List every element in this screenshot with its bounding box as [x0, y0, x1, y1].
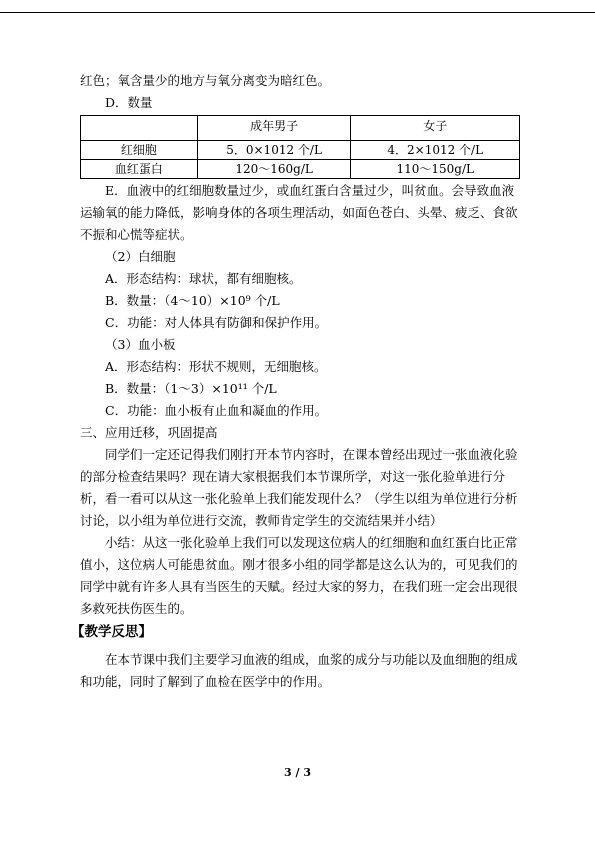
paragraph-platelet-structure: A．形态结构：形状不规则，无细胞核。 — [105, 359, 327, 374]
table-header-row — [81, 116, 520, 141]
paragraph-platelet-quantity: B．数量：（1～3）×10¹¹ 个/L — [105, 381, 277, 396]
table-cell: 血红蛋白 — [81, 160, 198, 179]
heading-teaching-reflection: 【教学反思】 — [71, 624, 152, 640]
paragraph-reflection-body: 在本节课中我们主要学习血液的组成，血浆的成分与功能以及血细胞的组成和功能，同时了解到了血检在医学中的作用。 — [80, 652, 518, 689]
paragraph-red-color: 红色；氧含量少的地方与氧分离变为暗红色。 — [80, 73, 331, 88]
header-rule — [0, 12, 595, 13]
table-cell: 120～160g/L — [197, 160, 351, 179]
table-cell: 4．2×1012 个/L — [351, 141, 520, 160]
table-header-cell: 女子 — [351, 116, 520, 141]
table-cell: 红细胞 — [81, 141, 198, 160]
table-header-cell — [81, 116, 198, 141]
blood-count-table — [80, 115, 520, 179]
paragraph-platelet-function: C．功能：血小板有止血和凝血的作用。 — [105, 403, 328, 418]
paragraph-wbc-structure: A．形态结构：球状，都有细胞核。 — [105, 271, 302, 286]
paragraph-wbc-quantity: B．数量：（4～10）×10⁹ 个/L — [105, 293, 280, 308]
paragraph-e-anemia: E．血液中的红细胞数量过少，或血红蛋白含量过少，叫贫血。会导致血液运输氧的能力降低，影响身体的各项生理活动，如面色苍白、头晕、疲乏、食欲不振和心慌等症状。 — [80, 183, 518, 242]
paragraph-section-three-body: 同学们一定还记得我们刚打开本节内容时，在课本曾经出现过一张血液化验的部分检查结果吗？现在请大家根据我们本节课所学，对这一张化验单进行分析，看一看可以从这一张化验单上我们能发现什么？（学生以组为单位进行分析讨论，以小组为单位进行交流，教师肯定学生的交流结果并小结） — [80, 447, 518, 528]
paragraph-wbc-function: C．功能：对人体具有防御和保护作用。 — [105, 315, 328, 330]
heading-white-blood-cell: （2）白细胞 — [105, 249, 176, 264]
table-cell: 110～150g/L — [351, 160, 520, 179]
paragraph-d-quantity: D．数量 — [105, 95, 153, 110]
table-row — [81, 160, 520, 179]
page-number: 3 / 3 — [284, 766, 311, 779]
heading-platelet: （3）血小板 — [105, 337, 176, 352]
table-cell: 5．0×1012 个/L — [197, 141, 351, 160]
heading-section-three: 三、应用迁移，巩固提高 — [80, 425, 218, 440]
paragraph-summary: 小结：从这一张化验单上我们可以发现这位病人的红细胞和血红蛋白比正常值小，这位病人可能患贫血。刚才很多小组的同学都是这么认为的，可见我们的同学中就有许多人具有当医生的天赋。经过大家的努力，在我们班一定会出现很多救死扶伤医生的。 — [80, 535, 518, 616]
table-header-cell: 成年男子 — [197, 116, 351, 141]
document-body — [71, 70, 520, 693]
table-row — [81, 141, 520, 160]
